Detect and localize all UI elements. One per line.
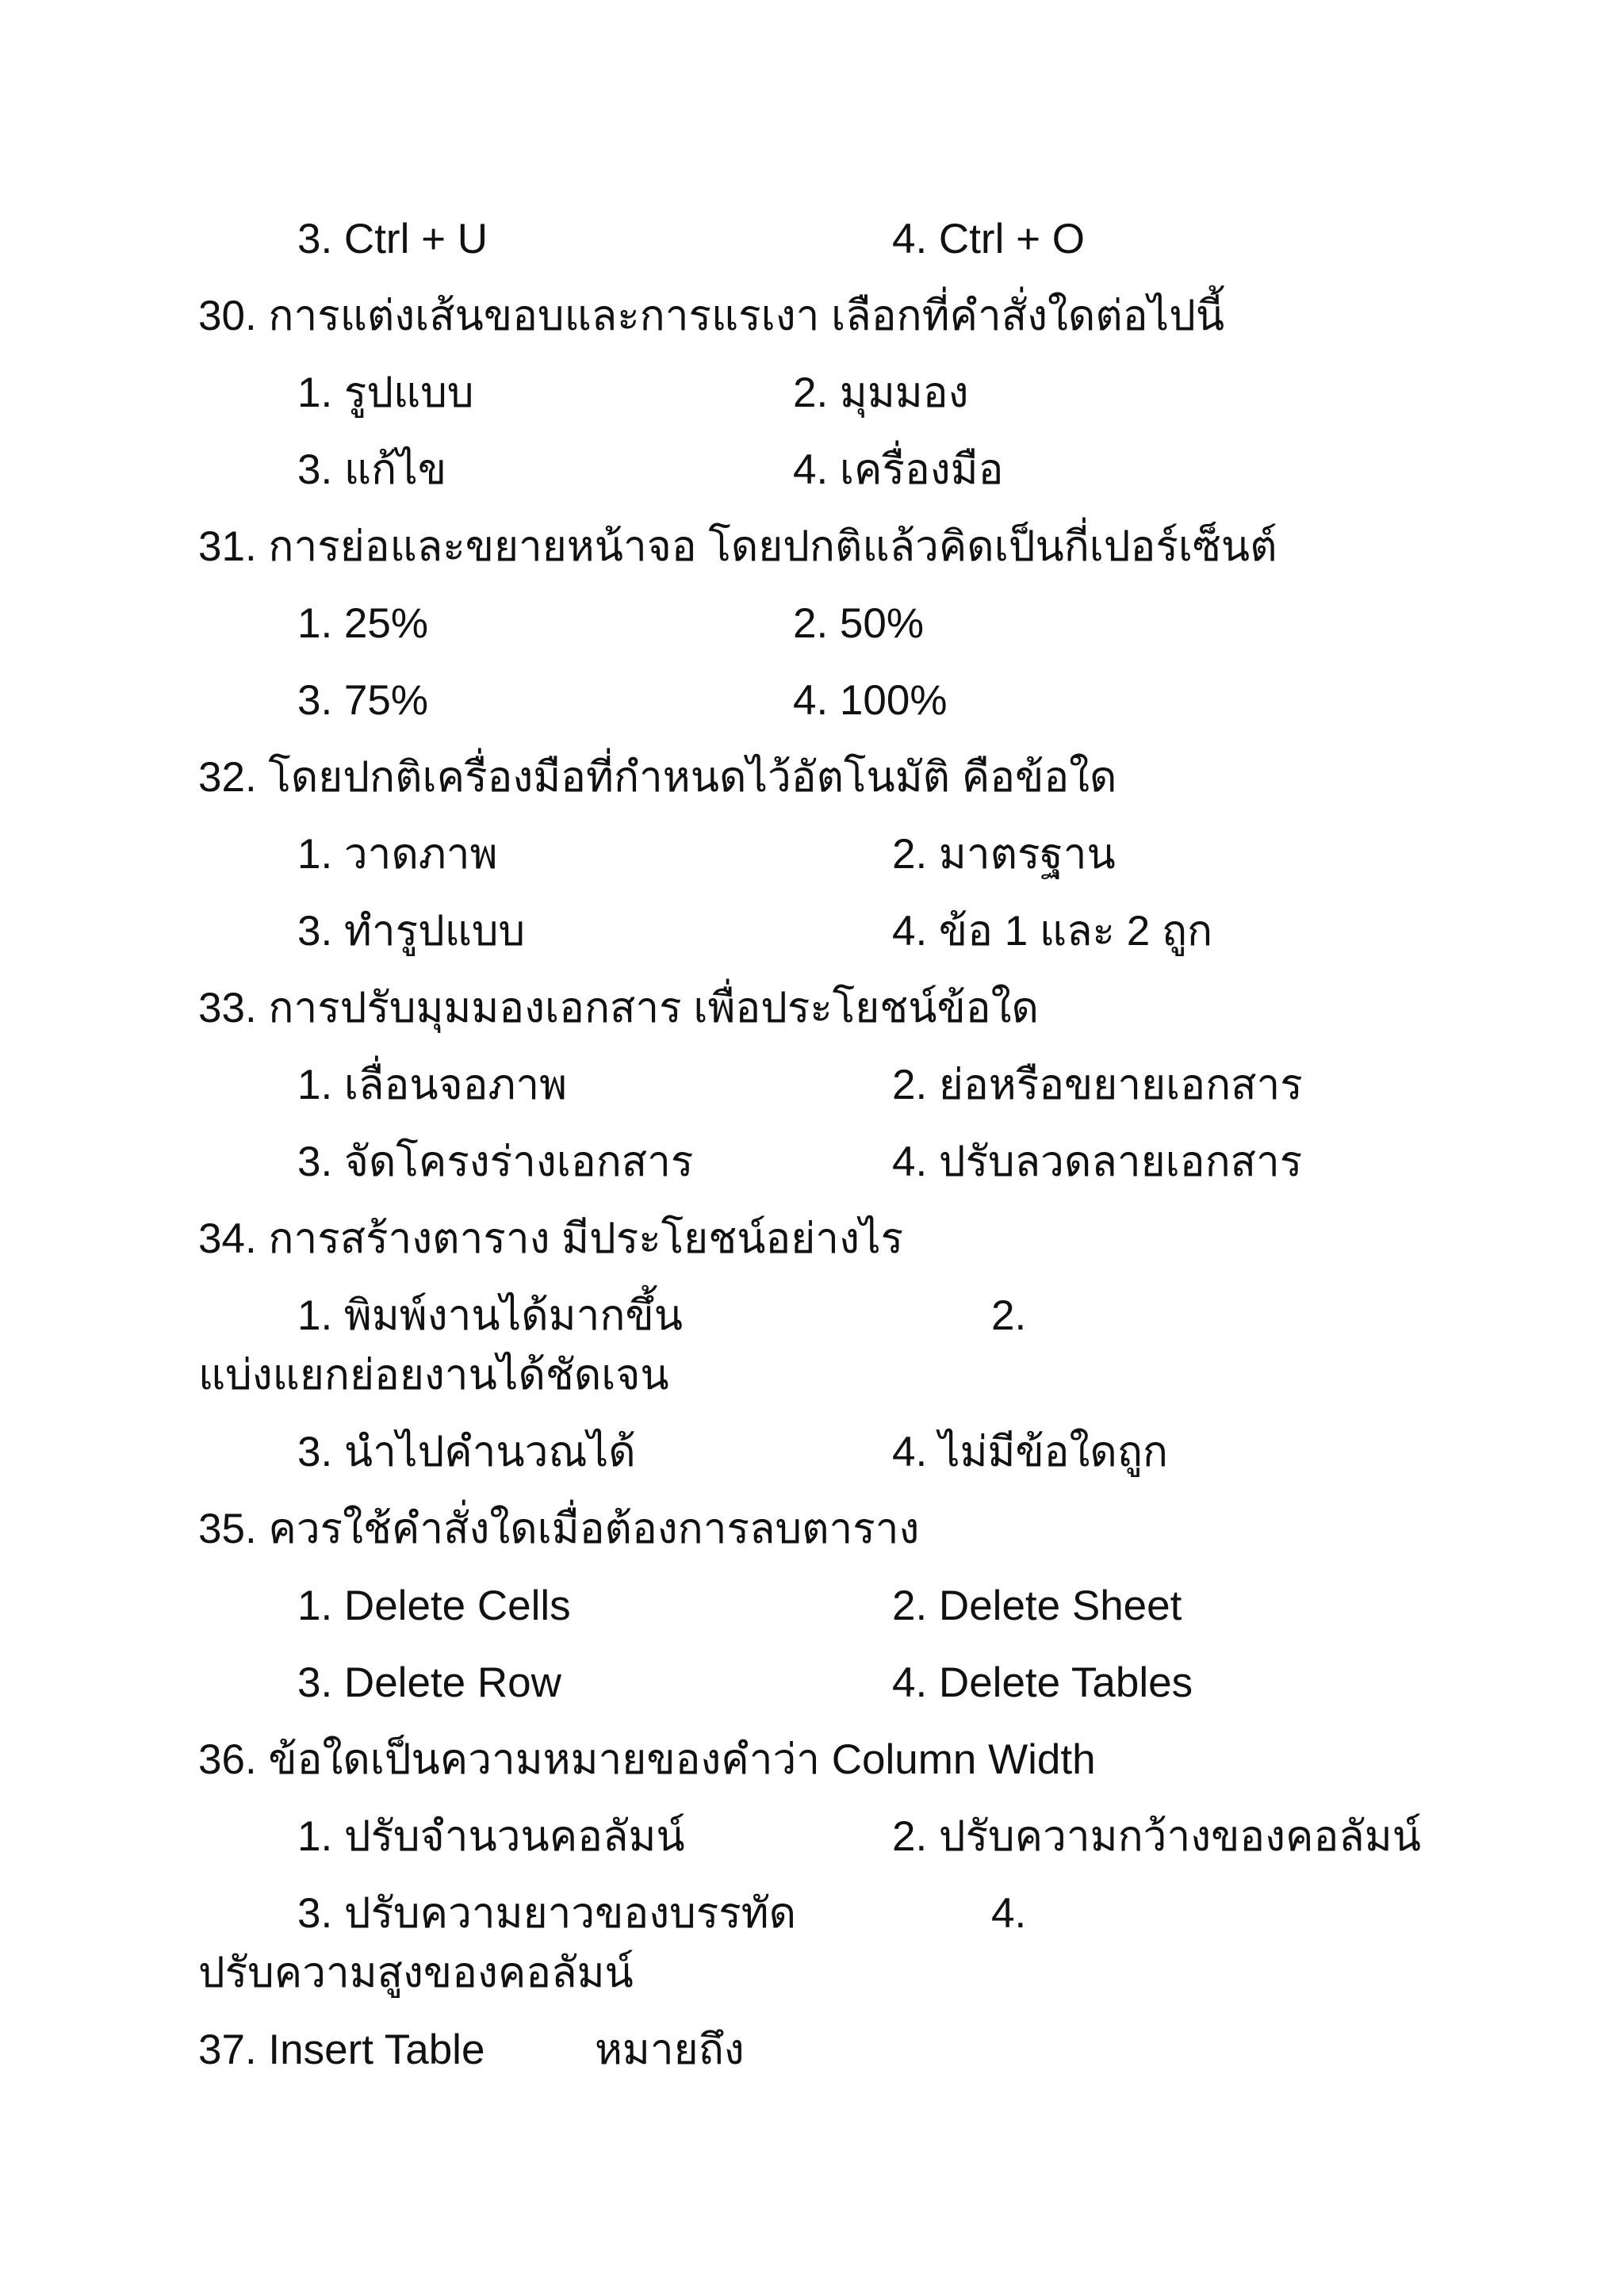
option-4: 4. ข้อ 1 และ 2 ถูก [892, 908, 1213, 955]
option-4: 4. Delete Tables [892, 1659, 1193, 1706]
option-4-text-wrapped: ปรับความสูงของคอลัมน์ [198, 1950, 634, 1996]
option-2: 2. ปรับความกว้างของคอลัมน์ [892, 1813, 1421, 1860]
option-2: 2. มาตรฐาน [892, 831, 1116, 878]
option-4: 4. 100% [793, 677, 948, 724]
option-4: 4. ปรับลวดลายเอกสาร [892, 1138, 1303, 1185]
option-1: 1. Delete Cells [297, 1582, 571, 1629]
option-4: 4. Ctrl + O [892, 216, 1085, 262]
question-37-continuation: หมายถึง [595, 2026, 745, 2073]
question-36: 36. ข้อใดเป็นความหมายของคำว่า Column Width [198, 1736, 1096, 1783]
question-37: 37. Insert Table [198, 2026, 485, 2073]
option-2: 2. มุมมอง [793, 369, 969, 416]
question-33: 33. การปรับมุมมองเอกสาร เพื่อประโยชน์ข้อใด [198, 985, 1039, 1031]
option-3: 3. นำไปคำนวณได้ [297, 1429, 636, 1475]
option-1: 1. รูปแบบ [297, 369, 474, 416]
option-1: 1. วาดภาพ [297, 831, 498, 878]
option-3: 3. Ctrl + U [297, 216, 488, 262]
option-2-text-wrapped: แบ่งแยกย่อยงานได้ชัดเจน [198, 1352, 669, 1399]
option-2: 2. 50% [793, 600, 925, 647]
option-2: 2. ย่อหรือขยายเอกสาร [892, 1062, 1303, 1108]
option-1: 1. ปรับจำนวนคอลัมน์ [297, 1813, 685, 1860]
option-2-number: 2. [991, 1292, 1027, 1339]
option-1: 1. เลื่อนจอภาพ [297, 1062, 568, 1108]
option-4: 4. ไม่มีข้อใดถูก [892, 1429, 1168, 1475]
option-3: 3. แก้ไข [297, 446, 447, 493]
question-34: 34. การสร้างตาราง มีประโยชน์อย่างไร [198, 1215, 904, 1262]
option-3: 3. จัดโครงร่างเอกสาร [297, 1138, 694, 1185]
option-3: 3. ทำรูปแบบ [297, 908, 526, 955]
option-4-number: 4. [991, 1890, 1027, 1937]
option-4: 4. เครื่องมือ [793, 446, 1004, 493]
question-35: 35. ควรใช้คำสั่งใดเมื่อต้องการลบตาราง [198, 1506, 920, 1552]
option-1: 1. พิมพ์งานได้มากขึ้น [297, 1292, 683, 1339]
option-3: 3. ปรับความยาวของบรรทัด [297, 1890, 797, 1937]
option-2: 2. Delete Sheet [892, 1582, 1182, 1629]
question-32: 32. โดยปกติเครื่องมือที่กำหนดไว้อัตโนมัติ คือข้อใด [198, 754, 1117, 801]
option-1: 1. 25% [297, 600, 429, 647]
option-3: 3. Delete Row [297, 1659, 561, 1706]
question-31: 31. การย่อและขยายหน้าจอ โดยปกติแล้วคิดเป็นกี่เปอร์เซ็นต์ [198, 523, 1277, 570]
option-3: 3. 75% [297, 677, 429, 724]
question-30: 30. การแต่งเส้นขอบและการแรเงา เลือกที่คำสั่งใดต่อไปนี้ [198, 293, 1225, 339]
